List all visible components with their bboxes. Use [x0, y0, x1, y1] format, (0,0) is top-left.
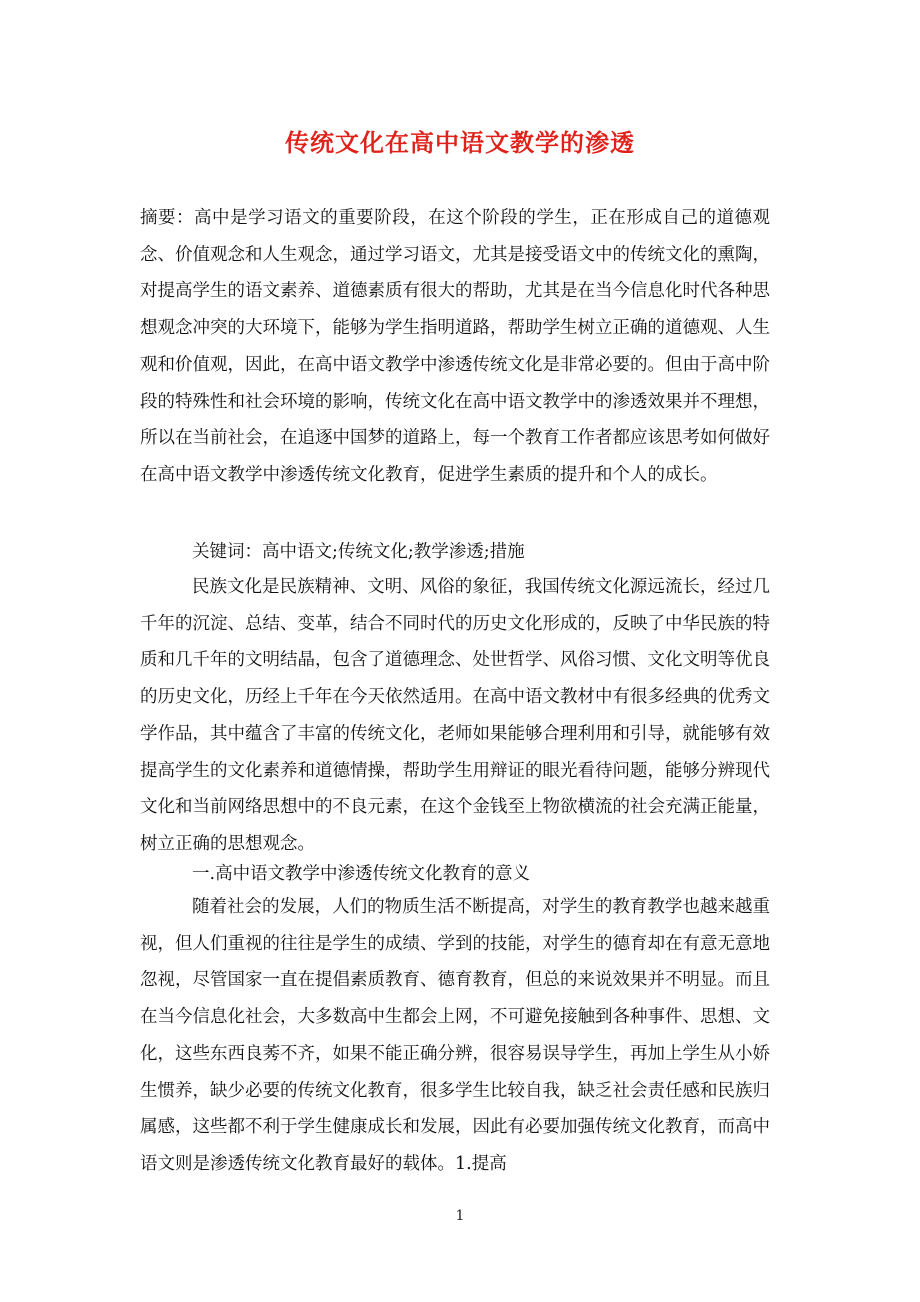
abstract-paragraph: 摘要：高中是学习语文的重要阶段，在这个阶段的学生，正在形成自己的道德观念、价值观念和人生观念，通过学习语文，尤其是接受语文中的传统文化的熏陶，对提高学生的语文素养、道德素质有很大的帮助，尤其是在当今信息化时代各种思想观念冲突的大环境下，能够为学生指明道路，帮助学生树立正确的道德观、人生观和价值观，因此，在高中语文教学中渗透传统文化是非常必要的。但由于高中阶段的特殊性和社会环境的影响，传统文化在高中语文教学中的渗透效果并不理想，所以在当前社会，在追逐中国梦的道路上，每一个教育工作者都应该思考如何做好在高中语文教学中渗透传统文化教育，促进学生素质的提升和个人的成长。 — [140, 208, 770, 485]
keywords-line: 关键词：高中语文;传统文化;教学渗透;措施 — [192, 542, 525, 562]
body-paragraph: 民族文化是民族精神、文明、风俗的象征，我国传统文化源远流长，经过几千年的沉淀、总结、变革，结合不同时代的历史文化形成的，反映了中华民族的特质和几千年的文明结晶，包含了道德理念、处世哲学、风俗习惯、文化文明等优良的历史文化，历经上千年在今天依然适用。在高中语文教材中有很多经典的优秀文学作品，其中蕴含了丰富的传统文化，老师如果能够合理利用和引导，就能够有效提高学生的文化素养和道德情操，帮助学生用辩证的眼光看待问题，能够分辨现代文化和当前网络思想中的不良元素，在这个金钱至上物欲横流的社会充满正能量，树立正确的思想观念。 — [140, 577, 770, 854]
body-paragraph: 随着社会的发展，人们的物质生活不断提高，对学生的教育教学也越来越重视，但人们重视的往往是学生的成绩、学到的技能，对学生的德育却在有意无意地忽视，尽管国家一直在提倡素质教育、德育教育，但总的来说效果并不明显。而且在当今信息化社会，大多数高中生都会上网，不可避免接触到各种事件、思想、文化，这些东西良莠不齐，如果不能正确分辨，很容易误导学生，再加上学生从小娇生惯养，缺少必要的传统文化教育，很多学生比较自我，缺乏社会责任感和民族归属感，这些都不利于学生健康成长和发展，因此有必要加强传统文化教育，而高中语文则是渗透传统文化教育最好的载体。1.提高 — [140, 897, 770, 1174]
section-heading: 一.高中语文教学中渗透传统文化教育的意义 — [192, 864, 531, 884]
page-number: 1 — [455, 1208, 465, 1224]
document-title: 传统文化在高中语文教学的渗透 — [285, 128, 635, 157]
